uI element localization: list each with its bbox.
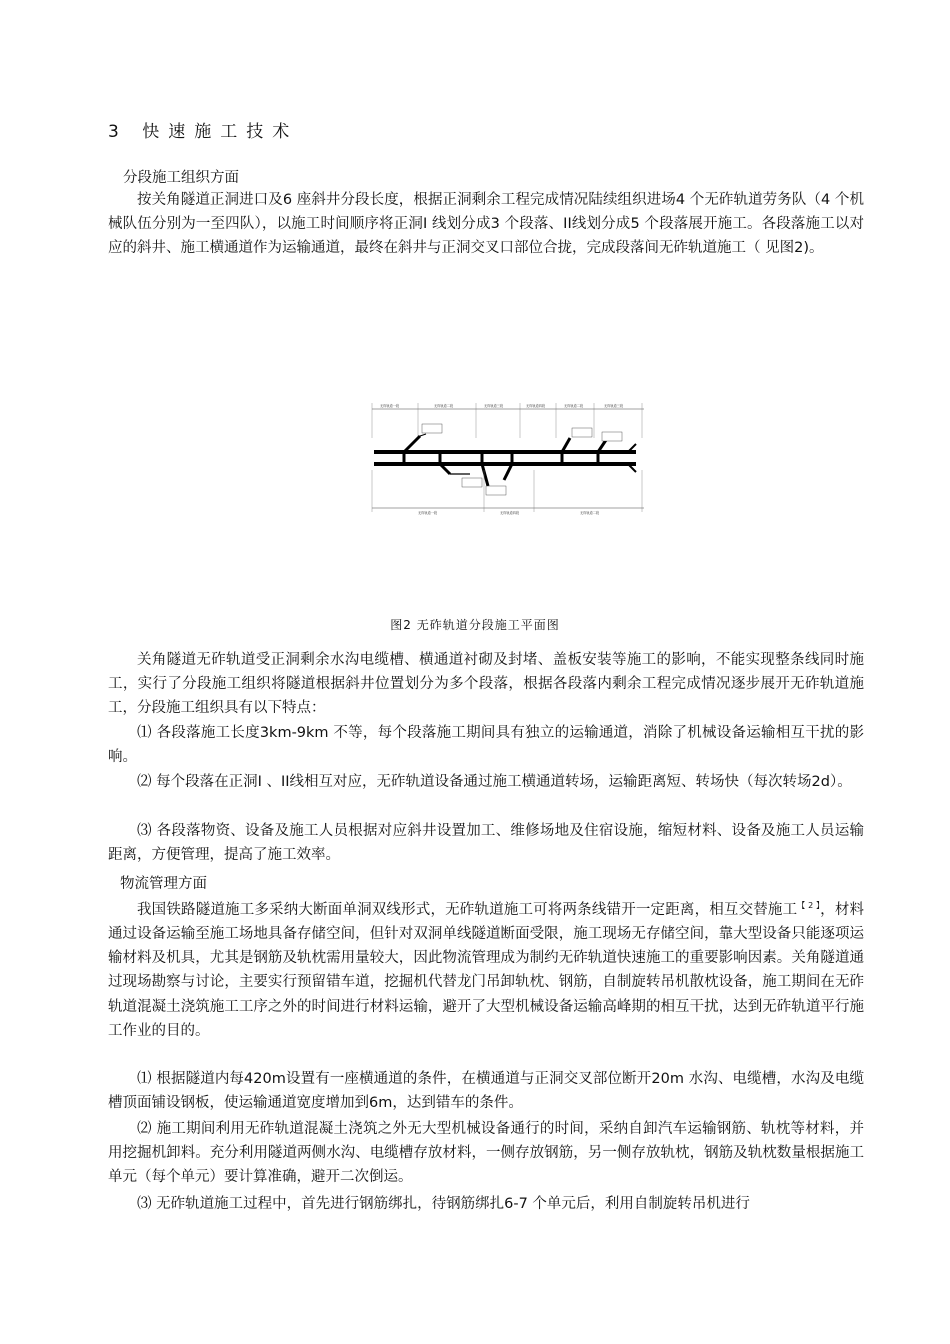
segment-plan-diagram <box>366 398 656 518</box>
logistics-text-a: 我国铁路隧道施工多采纳大断面单洞双线形式，无砟轨道施工可将两条线错开一定距离，相互交替施工 <box>137 901 798 918</box>
reference-mark: 【 2 】 <box>797 901 821 910</box>
list-item-6: ⑶ 无砟轨道施工过程中，首先进行钢筋绑扎，待钢筋绑扎6-7 个单元后，利用自制旋转吊机进行 <box>137 1196 750 1212</box>
svg-text:无砟轨道一段: 无砟轨道一段 <box>418 511 438 515</box>
list-item-4: ⑴ 根据隧道内每420m设置有一座横通道的条件，在横通道与正洞交叉部位断开20m 水沟、电缆槽，水沟及电缆槽顶面铺设钢板，使运输通道宽度增加到6m，达到错车的条件。 <box>108 1071 864 1112</box>
paragraph-segment-features: 关角隧道无砟轨道受正洞剩余水沟电缆槽、横通道衬砌及封堵、盖板安装等施工的影响，不能实现整条线同时施工，实行了分段施工组织将隧道根据斜井位置划分为多个段落，根据各段落内剩余工程完成情况逐步展开无砟轨道施工，分段施工组织具有以下特点： <box>108 652 864 717</box>
svg-text:无砟轨道四段: 无砟轨道四段 <box>526 404 546 408</box>
svg-text:无砟轨道一段: 无砟轨道一段 <box>380 404 400 408</box>
svg-text:无砟轨道四段: 无砟轨道四段 <box>500 511 520 515</box>
section-title: 3 快速施工技术 <box>108 122 299 142</box>
list-item-5: ⑵ 施工期间利用无砟轨道混凝土浇筑之外无大型机械设备通行的时间，采纳自卸汽车运输钢筋、轨枕等材料，并用挖掘机卸料。充分利用隧道两侧水沟、电缆槽存放材料，一侧存放钢筋，另一侧存放轨枕，钢筋及轨枕数量根据施工单元（每个单元）要计算准确，避开二次倒运。 <box>108 1121 864 1186</box>
paragraph-segment-intro: 按关角隧道正洞进口及6 座斜井分段长度，根据正洞剩余工程完成情况陆续组织进场4 个无砟轨道劳务队（4 个机械队伍分别为一至四队），以施工时间顺序将正洞I 线划分成3 个段落、II线划分成5 个段落展开施工。各段落施工以对应的斜井、施工横通道作为运输通道，最终在斜井与正洞交叉口部位合拢，完成段落间无砟轨道施工（ 见图2)。 <box>108 192 864 257</box>
figure-caption: 图2 无砟轨道分段施工平面图 <box>390 618 560 632</box>
list-item-3: ⑶ 各段落物资、设备及施工人员根据对应斜井设置加工、维修场地及住宿设施，缩短材料、设备及施工人员运输距离，方便管理，提高了施工效率。 <box>108 823 864 864</box>
svg-text:无砟轨道二段: 无砟轨道二段 <box>580 511 600 515</box>
subheading-segmented-construction: 分段施工组织方面 <box>123 170 239 186</box>
svg-text:无砟轨道三段: 无砟轨道三段 <box>484 404 504 408</box>
paragraph-logistics <box>108 894 864 1043</box>
list-item-2: ⑵ 每个段落在正洞I 、II线相互对应，无砟轨道设备通过施工横通道转场，运输距离短、转场快（每次转场2d）。 <box>137 774 852 790</box>
svg-text:无砟轨道二段: 无砟轨道二段 <box>434 404 454 408</box>
svg-text:无砟轨道二段: 无砟轨道二段 <box>564 404 584 408</box>
subheading-logistics: 物流管理方面 <box>120 876 207 892</box>
svg-text:无砟轨道三段: 无砟轨道三段 <box>604 404 624 408</box>
list-item-1: ⑴ 各段落施工长度3km-9km 不等，每个段落施工期间具有独立的运输通道，消除了机械设备运输相互干扰的影响。 <box>108 725 864 766</box>
logistics-text-b: ，材料通过设备运输至施工场地具备存储空间，但针对双洞单线隧道断面受限，施工现场无存储空间，靠大型设备只能逐项运输材料及机具，尤其是钢筋及轨枕需用量较大，因此物流管理成为制约无砟轨道快速施工的重要影响因素。关角隧道通过现场勘察与讨论，主要实行预留错车道，挖掘机代替龙门吊卸轨枕、钢筋，自制旋转吊机散枕设备，施工期间在无砟轨道混凝土浇筑施工工序之外的时间进行材料运输，避开了大型机械设备运输高峰期的相互干扰，达到无砟轨道平行施工作业的目的。 <box>108 901 865 1039</box>
figure-segment-plan <box>366 398 656 518</box>
